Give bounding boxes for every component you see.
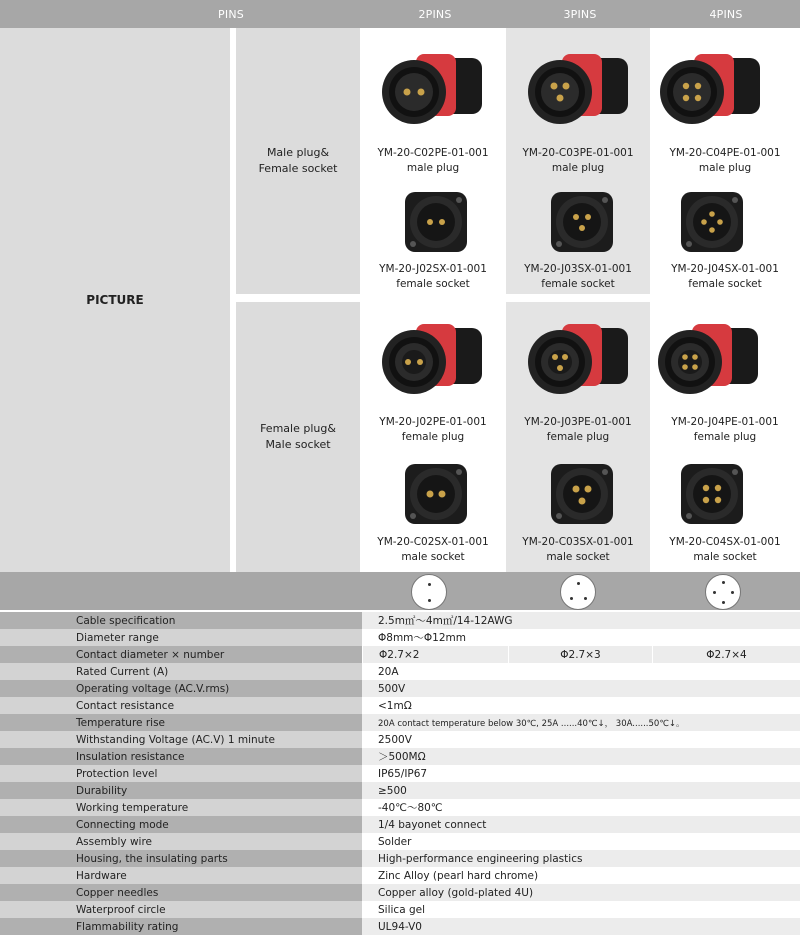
product-type: male socket bbox=[546, 551, 610, 563]
spec-row-connecting bbox=[0, 816, 800, 833]
product-code: YM-20-C03SX-01-001 bbox=[522, 536, 634, 548]
header-3pins bbox=[508, 0, 652, 28]
product-type: female plug bbox=[401, 431, 465, 443]
group-label-line: Female socket bbox=[258, 162, 338, 175]
male-plug-3pin-image bbox=[526, 48, 636, 136]
spec-value: 500V bbox=[362, 680, 800, 697]
spec-value: -40℃～80℃ bbox=[362, 799, 800, 816]
pin-layout-2pin-diagram bbox=[411, 574, 447, 610]
pin-layout-3pin-diagram bbox=[560, 574, 596, 610]
pin-dot bbox=[722, 601, 725, 604]
spec-row-working-temp bbox=[0, 799, 800, 816]
spec-label: Contact diameter × number bbox=[0, 646, 362, 663]
pin-dot bbox=[722, 581, 725, 584]
group-label-male-plug bbox=[236, 28, 360, 294]
spec-row-waterproof bbox=[0, 901, 800, 918]
pin-dot bbox=[570, 597, 573, 600]
spec-label: Housing, the insulating parts bbox=[0, 850, 362, 867]
female-plug-4pin-image bbox=[656, 318, 766, 406]
female-plug-3pin-caption bbox=[506, 415, 650, 445]
product-type: male plug bbox=[551, 162, 605, 174]
female-socket-4pin-caption bbox=[650, 262, 800, 292]
product-code: YM-20-J04SX-01-001 bbox=[671, 263, 779, 275]
pin-layout-4pin-diagram bbox=[705, 574, 741, 610]
spec-value: ＞500MΩ bbox=[362, 748, 800, 765]
male-socket-4pin-image bbox=[672, 454, 752, 532]
pin-dot bbox=[428, 583, 431, 586]
product-type: male socket bbox=[401, 551, 465, 563]
group-label-line: Male plug& bbox=[266, 146, 330, 159]
product-code: YM-20-C04SX-01-001 bbox=[669, 536, 781, 548]
spec-value: Copper alloy (gold-plated 4U) bbox=[362, 884, 800, 901]
pin-dot bbox=[713, 591, 716, 594]
product-code: YM-20-J03PE-01-001 bbox=[524, 416, 632, 428]
female-socket-4pin-image bbox=[672, 182, 752, 260]
spec-label: Working temperature bbox=[0, 799, 362, 816]
product-type: female plug bbox=[693, 431, 757, 443]
spec-value: Φ8mm～Φ12mm bbox=[362, 629, 800, 646]
spec-value: 2.5m㎡～4m㎡/14-12AWG bbox=[362, 612, 800, 629]
female-plug-2pin-image bbox=[380, 318, 490, 406]
spec-value: UL94-V0 bbox=[362, 918, 800, 935]
male-plug-3pin-caption bbox=[506, 146, 650, 176]
spec-row-flammability bbox=[0, 918, 800, 935]
product-code: YM-20-C03PE-01-001 bbox=[522, 147, 634, 159]
spec-row-voltage bbox=[0, 680, 800, 697]
header-4pins-label: 4PINS bbox=[709, 7, 743, 21]
picture-label: PICTURE bbox=[86, 293, 144, 307]
pin-dot bbox=[577, 582, 580, 585]
spec-row-hardware bbox=[0, 867, 800, 884]
product-type: male socket bbox=[693, 551, 757, 563]
male-socket-2pin-caption bbox=[360, 535, 506, 565]
female-plug-2pin-caption bbox=[360, 415, 506, 445]
female-socket-3pin-image bbox=[542, 182, 622, 260]
spec-value: 2500V bbox=[362, 731, 800, 748]
pin-dot bbox=[731, 591, 734, 594]
divider bbox=[236, 294, 360, 302]
spec-label: Copper needles bbox=[0, 884, 362, 901]
product-type: female socket bbox=[396, 278, 470, 290]
product-code: YM-20-J02SX-01-001 bbox=[379, 263, 487, 275]
spec-label: Contact resistance bbox=[0, 697, 362, 714]
female-socket-2pin-image bbox=[396, 182, 476, 260]
spec-value-split bbox=[362, 646, 800, 663]
male-plug-4pin-caption bbox=[650, 146, 800, 176]
spec-value-2pin: Φ2.7×2 bbox=[362, 646, 508, 663]
male-plug-4pin-image bbox=[658, 48, 768, 136]
group-label-female-plug bbox=[236, 302, 360, 572]
spec-label: Flammability rating bbox=[0, 918, 362, 935]
spec-label: Hardware bbox=[0, 867, 362, 884]
spec-row-contact bbox=[0, 646, 800, 663]
male-socket-4pin-caption bbox=[650, 535, 800, 565]
product-type: female socket bbox=[541, 278, 615, 290]
spec-value: <1mΩ bbox=[362, 697, 800, 714]
pin-dot bbox=[428, 599, 431, 602]
spec-row-temperature-rise bbox=[0, 714, 800, 731]
spec-value-4pin: Φ2.7×4 bbox=[652, 646, 800, 663]
spec-label: Connecting mode bbox=[0, 816, 362, 833]
header-pins-label: PINS bbox=[218, 7, 244, 21]
spec-value: Zinc Alloy (pearl hard chrome) bbox=[362, 867, 800, 884]
product-code: YM-20-J04PE-01-001 bbox=[671, 416, 779, 428]
header-2pins-label: 2PINS bbox=[418, 7, 452, 21]
spec-table bbox=[0, 612, 800, 938]
product-code: YM-20-C04PE-01-001 bbox=[669, 147, 781, 159]
product-code: YM-20-J02PE-01-001 bbox=[379, 416, 487, 428]
spec-label: Operating voltage (AC.V.rms) bbox=[0, 680, 362, 697]
male-socket-3pin-caption bbox=[506, 535, 650, 565]
pin-dot bbox=[584, 597, 587, 600]
product-code: YM-20-C02SX-01-001 bbox=[377, 536, 489, 548]
spec-row-assembly bbox=[0, 833, 800, 850]
spec-label: Assembly wire bbox=[0, 833, 362, 850]
female-plug-3pin-image bbox=[526, 318, 636, 406]
spec-row-cable bbox=[0, 612, 800, 629]
spec-value: Silica gel bbox=[362, 901, 800, 918]
spec-value: 20A bbox=[362, 663, 800, 680]
header-2pins bbox=[362, 0, 508, 28]
product-type: female socket bbox=[688, 278, 762, 290]
spec-row-insulation bbox=[0, 748, 800, 765]
divider bbox=[360, 294, 800, 302]
female-socket-2pin-caption bbox=[360, 262, 506, 292]
spec-value-3pin: Φ2.7×3 bbox=[508, 646, 652, 663]
header-pins bbox=[0, 0, 362, 28]
spec-row-current bbox=[0, 663, 800, 680]
group-label-line: Female plug& bbox=[260, 422, 336, 435]
female-plug-4pin-caption bbox=[650, 415, 800, 445]
spec-value: IP65/IP67 bbox=[362, 765, 800, 782]
spec-value: High-performance engineering plastics bbox=[362, 850, 800, 867]
female-socket-3pin-caption bbox=[506, 262, 650, 292]
spec-value: Solder bbox=[362, 833, 800, 850]
product-type: male plug bbox=[406, 162, 460, 174]
spec-row-diameter bbox=[0, 629, 800, 646]
spec-row-resistance bbox=[0, 697, 800, 714]
spec-row-copper bbox=[0, 884, 800, 901]
header-3pins-label: 3PINS bbox=[563, 7, 597, 21]
male-socket-2pin-image bbox=[396, 454, 476, 532]
spec-label: Durability bbox=[0, 782, 362, 799]
spec-row-withstanding bbox=[0, 731, 800, 748]
male-plug-2pin-caption bbox=[360, 146, 506, 176]
spec-row-durability bbox=[0, 782, 800, 799]
picture-label-cell bbox=[0, 28, 230, 572]
spec-label: Protection level bbox=[0, 765, 362, 782]
spec-row-protection bbox=[0, 765, 800, 782]
spec-value: ≥500 bbox=[362, 782, 800, 799]
male-socket-3pin-image bbox=[542, 454, 622, 532]
pin-layout-row bbox=[0, 572, 800, 610]
spec-label: Insulation resistance bbox=[0, 748, 362, 765]
product-type: female plug bbox=[546, 431, 610, 443]
spec-value: 20A contact temperature below 30℃, 25A ......40℃↓， 30A......50℃↓。 bbox=[362, 714, 800, 731]
spec-label: Waterproof circle bbox=[0, 901, 362, 918]
product-code: YM-20-J03SX-01-001 bbox=[524, 263, 632, 275]
product-code: YM-20-C02PE-01-001 bbox=[377, 147, 489, 159]
product-type: male plug bbox=[698, 162, 752, 174]
spec-label: Cable specification bbox=[0, 612, 362, 629]
spec-value: 1/4 bayonet connect bbox=[362, 816, 800, 833]
spec-label: Temperature rise bbox=[0, 714, 362, 731]
header-4pins bbox=[652, 0, 800, 28]
group-label-line: Male socket bbox=[265, 438, 331, 451]
spec-label: Diameter range bbox=[0, 629, 362, 646]
spec-row-housing bbox=[0, 850, 800, 867]
male-plug-2pin-image bbox=[380, 48, 490, 136]
spec-label: Rated Current (A) bbox=[0, 663, 362, 680]
spec-label: Withstanding Voltage (AC.V) 1 minute bbox=[0, 731, 362, 748]
